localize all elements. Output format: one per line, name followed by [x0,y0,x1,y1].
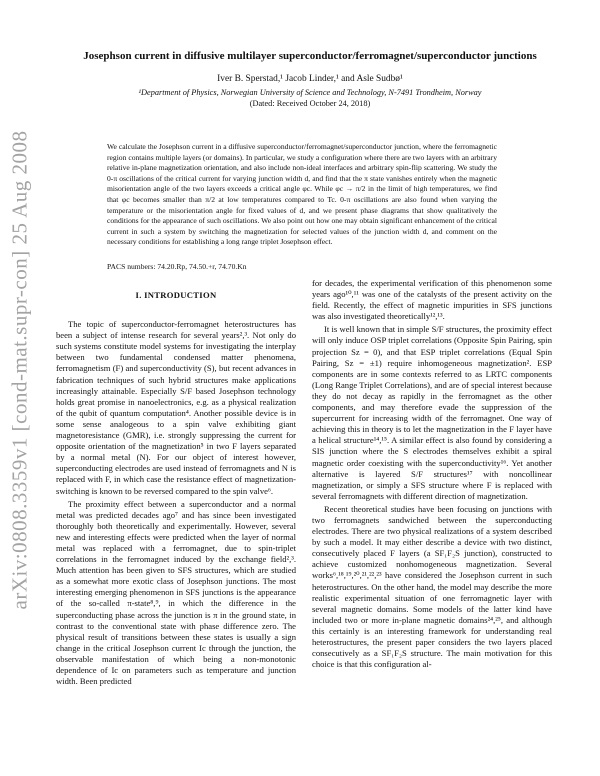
left-column [56,290,296,687]
paragraph: It is well known that in simple S/F structures, the proximity effect will only induce OSP triplet correlations (Opposite Spin Pairing, spin projection Sz = 0), and that ESP triplet correlations (Equal Spin Pairing, Sz = ±1) require inhomogeneous magnetization². ESP components are in some contexts referred to as LRTC components (Long Range Triplet Correlations), and are of special interest because they do not decay as rapidly in the ferromagnet as the other components, and may therefore evade the suppression of the supercurrent for increasing width of the ferromagnet. One way of achieving this in theory is to let the magnetization in the F layer have a helical structure¹⁴,¹⁵. A similar effect is also found by considering a SIS junction where the S electrodes themselves exhibit a spiral magnetic order coexisting with the superconductivity¹⁶. Yet another alternative is layered S/F structures¹⁷ with noncollinear magnetization, or simply a SFS structure where F is replaced with several ferromagnets with different direction of magnetization. [312,324,552,501]
affiliation: ¹Department of Physics, Norwegian University of Science and Technology, N-7491 Trondheim, Norway [138,88,482,97]
abstract: We calculate the Josephson current in a diffusive superconductor/ferromagnet/superconductor junction, where the ferromagnetic region contains multiple layers (or domains). In particular, we study a configuration where there are two layers with an arbitrary relative in-plane magnetization orientation, and also include non-ideal interfaces and arbitrary spin-flip scattering. We study the 0-π oscillations of the critical current for varying junction width d, and find that the π state vanishes entirely when the magnetic misorientation angle of the two layers exceeds a critical angle φc. While φc → π/2 in the limit of high temperatures, we find that φc becomes smaller than π/2 at low temperatures compared to Tc. 0-π oscillations are also found when varying the temperature or the misorientation angle for fixed values of d, and we present phase diagrams that show qualitatively the conditions for the appearance of such oscillations. We also point out how one may obtain significant enhancement of the critical current in such a system by switching the magnetization for selected values of the junction width d, and comment on the necessary conditions for establishing a long range triplet Josephson effect. [107,142,497,247]
date-line: (Dated: Received October 24, 2018) [249,99,371,108]
arxiv-stamp [4,130,36,610]
right-column [312,278,552,670]
paragraph: for decades, the experimental verification of this phenomenon some years ago¹⁰,¹¹ was one of the catalysts of the present activity on the field. Recently, the effect of magnetic impurities in SFS junctions was also investigated theoretically¹²,¹³. [312,278,552,322]
pacs-numbers: PACS numbers: 74.20.Rp, 74.50.+r, 74.70.Kn [107,262,247,271]
paragraph: The proximity effect between a superconductor and a normal metal was predicted decades ago⁷ and has since been investigated thoroughly both theoretically and experimentally. However, several new and interesting effects were predicted when the layer of normal metal was replaced with a ferromagnet, due to spin-triplet correlations in the ferromagnet induced by the exchange field²,³. Much attention has been given to SFS structures, which are studied as a somewhat more exotic class of Josephson junctions. The most interesting emerging phenomenon in SFS junctions is the appearance of the so-called π-state⁸,⁹, in which the difference in the superconducting phase across the junction is π in the ground state, in contrast to the conventional state with phase difference zero. The physical result of transitions between these states is usually a sign change in the critical Josephson current Ic through the junction, the observable manifestation of which being a non-monotonic dependence of Ic on parameters such as temperature and junction width. Been predicted [56,498,296,687]
paper-title: Josephson current in diffusive multilayer superconductor/ferromagnet/superconductor junctions [83,50,537,62]
paragraph: Recent theoretical studies have been focusing on junctions with two ferromagnets sandwiched between the superconducting electrodes. There are two physical realizations of a system described by such a model. It may either describe a device with two distinct, consecutively placed F layers (a SF₁F₂S junction), constructed to achieve customized nonhomogeneous magnetization. Several works⁶,¹⁸,¹⁹,²⁰,²¹,²²,²³ have considered the Josephson current in such heterostructures. On the other hand, the model may describe the more realistic experimental situation of one ferromagnetic layer with several magnetic domains. Some models of the latter kind have included two or more in-plane magnetic domains²⁴,²⁵, and although this certainly is an interesting framework for understanding real heterostructures, the present paper considers the two layers placed consecutively as a SF₁F₂S structure. The main motivation for this choice is that this configuration al- [312,503,552,670]
arxiv-id: arXiv:0808.3359v1 [cond-mat.supr-con] 25 Aug 2008 [7,130,32,610]
paragraph: The topic of superconductor-ferromagnet heterostructures has been a subject of intense research for several years²,³. Not only do such systems constitute model systems for investigating the interplay between two fundamental condensed matter phenomena, ferromagnetism (F) and superconductivity (S), but recent advances in fabrication techniques of such hybrid structures make applications increasingly attainable. Especially S/F based Josephson technology holds great promise in nanoelectronics, e.g. as a physical realization of the qubit of quantum computation⁴. Another possible device is in some sense analogeous to a spin valve exhibiting giant magnetoresistance (GMR), i.e. strongly suppressing the current for opposite orientation of the magnetization⁵ in two F layers separated by a normal metal (N). For our object of interest however, superconducting electrodes are used instead of ferromagnets and N is replaced with F, in which case the resistance effect of magnetization-switching is known to be reversed compared to the spin valve⁶. [56,319,296,496]
author-list: Iver B. Sperstad,¹ Jacob Linder,¹ and Asle Sudbø¹ [217,74,403,84]
section-heading: I. INTRODUCTION [135,290,217,300]
